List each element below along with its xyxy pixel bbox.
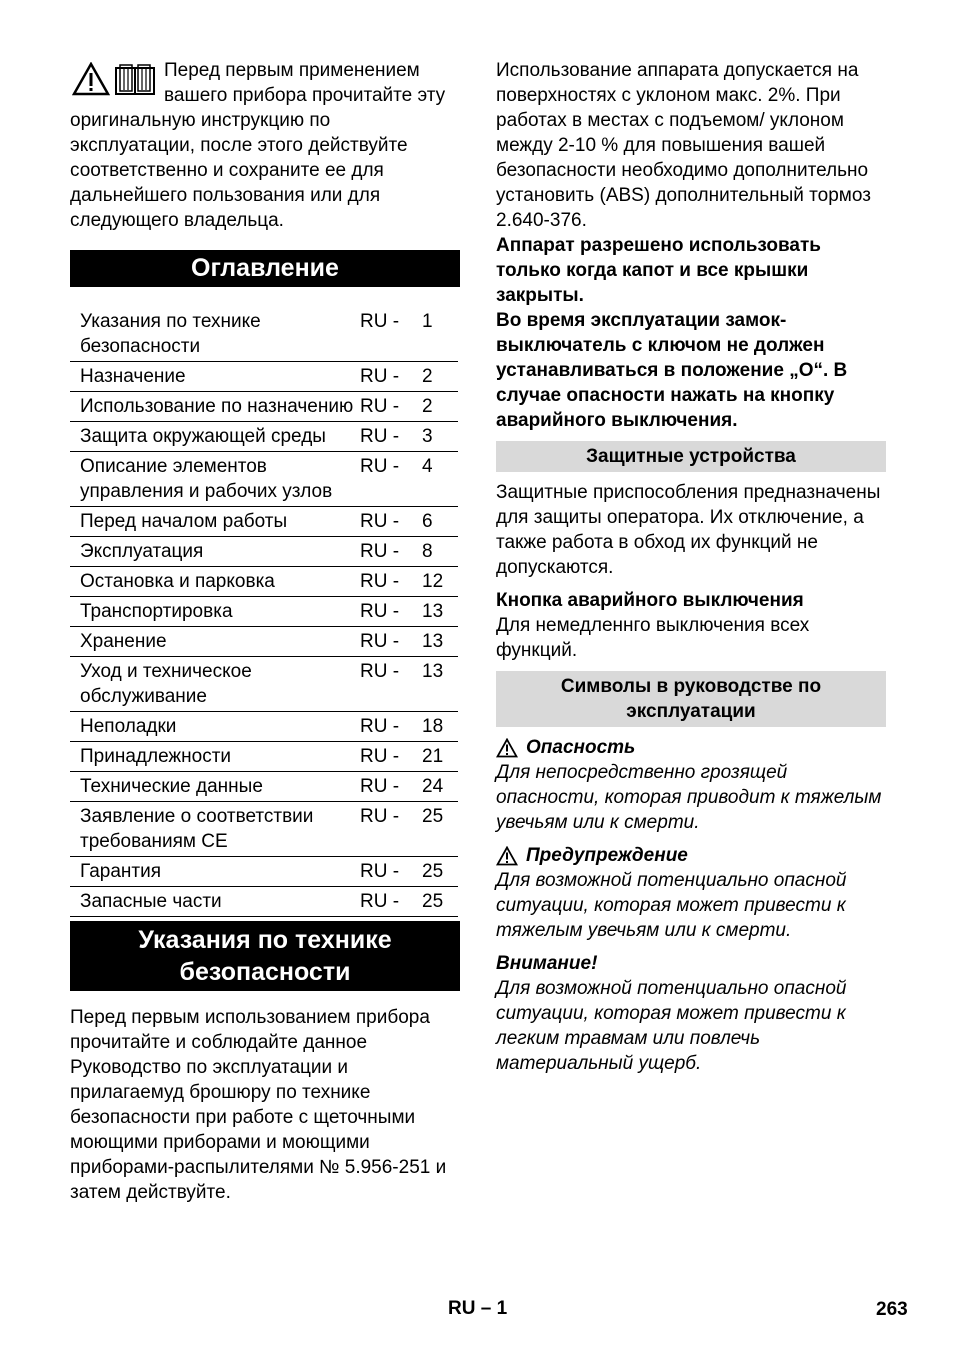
caution-text: Для возможной потенциально опасной ситуации, которая может привести к легким травмам или повлечь материальный ущерб. [496,978,847,1074]
toc-entry-prefix: RU - [360,742,422,772]
toc-entry-page: 8 [422,537,458,567]
toc-entry-title: Остановка и парковка [70,567,360,597]
safety-text: Перед первым использованием прибора прочитайте и соблюдайте данное Руководство по эксплуатации и прилагаемуд брошюру по технике безопасности при работе с щеточными моющими приборами и моющими приборами-распылителями № 5.956-251 и затем действуйте. [70,1007,447,1203]
toc-entry-title: Транспортировка [70,597,360,627]
toc-row [70,302,458,362]
left-column [70,58,460,1205]
toc-entry-page: 2 [422,392,458,422]
toc-entry-title: Указания по технике безопасности [70,302,360,362]
toc-entry-prefix: RU - [360,857,422,887]
toc-entry-page: 13 [422,627,458,657]
toc-entry-title: Неполадки [70,712,360,742]
protective-devices-heading: Защитные устройства [496,441,886,472]
toc-entry-title: Принадлежности [70,742,360,772]
toc-entry-prefix: RU - [360,712,422,742]
toc-entry-title: Гарантия [70,857,360,887]
emergency-stop-text: Для немедленнго выключения всех функций. [496,615,810,661]
toc-row [70,452,458,507]
intro-block [70,58,460,233]
toc-entry-prefix: RU - [360,887,422,917]
slope-text: Использование аппарата допускается на поверхностях с уклоном макс. 2%. При работах в местах с подъемом/ уклоном между 2-10 % для повышения вашей безопасности необходимо дополнительно установить (ABS) дополнительный тормоз 2.640-376. [496,60,871,231]
toc-entry-page: 2 [422,362,458,392]
toc-entry-page: 3 [422,422,458,452]
warning-heading [496,843,886,868]
toc-entry-page: 21 [422,742,458,772]
toc-entry-title: Перед началом работы [70,507,360,537]
danger-text: Для непосредственно грозящей опасности, которая приводит к тяжелым увечьям или к смерти. [496,762,882,833]
danger-heading-label: Опасность [526,737,636,758]
toc-entry-prefix: RU - [360,452,422,507]
toc-entry-title: Технические данные [70,772,360,802]
toc-entry-page: 12 [422,567,458,597]
toc-row [70,887,458,917]
toc-row [70,537,458,567]
toc-row [70,742,458,772]
toc-entry-title: Защита окружающей среды [70,422,360,452]
footer-section-label: RU – 1 [448,1298,508,1319]
toc-row [70,392,458,422]
key-switch-note: Во время эксплуатации замок-выключатель с ключом не должен устанавливаться в положение „O“. В случае опасности нажать на кнопку аварийного выключения. [496,310,848,431]
toc-entry-title: Эксплуатация [70,537,360,567]
toc-entry-prefix: RU - [360,567,422,597]
toc-row [70,772,458,802]
caution-heading: Внимание! [496,953,598,974]
toc-entry-page: 1 [422,302,458,362]
right-column [496,58,886,1076]
toc-entry-title: Использование по назначению [70,392,360,422]
toc-row [70,802,458,857]
toc-entry-title: Назначение [70,362,360,392]
toc-row [70,567,458,597]
toc-row [70,857,458,887]
warning-triangle-icon [72,62,110,96]
toc-entry-page: 25 [422,887,458,917]
toc-entry-prefix: RU - [360,362,422,392]
toc-heading: Оглавление [70,250,460,287]
symbols-heading: Символы в руководстве по эксплуатации [496,671,886,727]
toc-row [70,627,458,657]
intro-icons [72,62,156,96]
toc-row [70,597,458,627]
toc-entry-prefix: RU - [360,597,422,627]
toc-entry-title: Уход и техническое обслуживание [70,657,360,712]
toc-entry-title: Описание элементов управления и рабочих узлов [70,452,360,507]
toc-row [70,362,458,392]
toc-entry-prefix: RU - [360,537,422,567]
toc-entry-prefix: RU - [360,657,422,712]
warning-heading-label: Предупреждение [526,845,688,866]
toc-entry-page: 25 [422,802,458,857]
toc-entry-page: 13 [422,657,458,712]
toc-row [70,657,458,712]
toc-entry-prefix: RU - [360,627,422,657]
toc-entry-title: Запасные части [70,887,360,917]
warning-triangle-icon [496,738,518,758]
toc-entry-prefix: RU - [360,392,422,422]
manual-book-icon [114,62,156,96]
protective-devices-text: Защитные приспособления предназначены для защиты оператора. Их отключение, а также работа в обход их функций не допускаются. [496,482,881,578]
toc-entry-page: 13 [422,597,458,627]
toc-entry-title: Хранение [70,627,360,657]
toc-entry-prefix: RU - [360,507,422,537]
toc-row [70,422,458,452]
toc-table [70,302,458,917]
toc-entry-page: 18 [422,712,458,742]
toc-entry-title: Заявление о соответствии требованиям CE [70,802,360,857]
safety-heading: Указания по технике безопасности [70,921,460,991]
closed-covers-note: Аппарат разрешено использовать только когда капот и все крышки закрыты. [496,235,821,306]
toc-entry-page: 4 [422,452,458,507]
danger-heading [496,735,886,760]
toc-entry-prefix: RU - [360,772,422,802]
toc-entry-prefix: RU - [360,302,422,362]
warning-text: Для возможной потенциально опасной ситуации, которая может привести к тяжелым увечьям или к смерти. [496,870,847,941]
toc-entry-prefix: RU - [360,422,422,452]
toc-row [70,712,458,742]
toc-entry-page: 25 [422,857,458,887]
toc-entry-page: 6 [422,507,458,537]
toc-entry-prefix: RU - [360,802,422,857]
toc-entry-page: 24 [422,772,458,802]
toc-row [70,507,458,537]
intro-text: Перед первым применением вашего прибора прочитайте эту оригинальную инструкцию по эксплуатации, после этого действуйте соответственно и сохраните ее для дальнейшего пользования или для следующего владельца. [70,60,446,231]
footer-page-number: 263 [876,1299,908,1320]
warning-triangle-icon [496,846,518,866]
emergency-stop-heading: Кнопка аварийного выключения [496,590,804,611]
